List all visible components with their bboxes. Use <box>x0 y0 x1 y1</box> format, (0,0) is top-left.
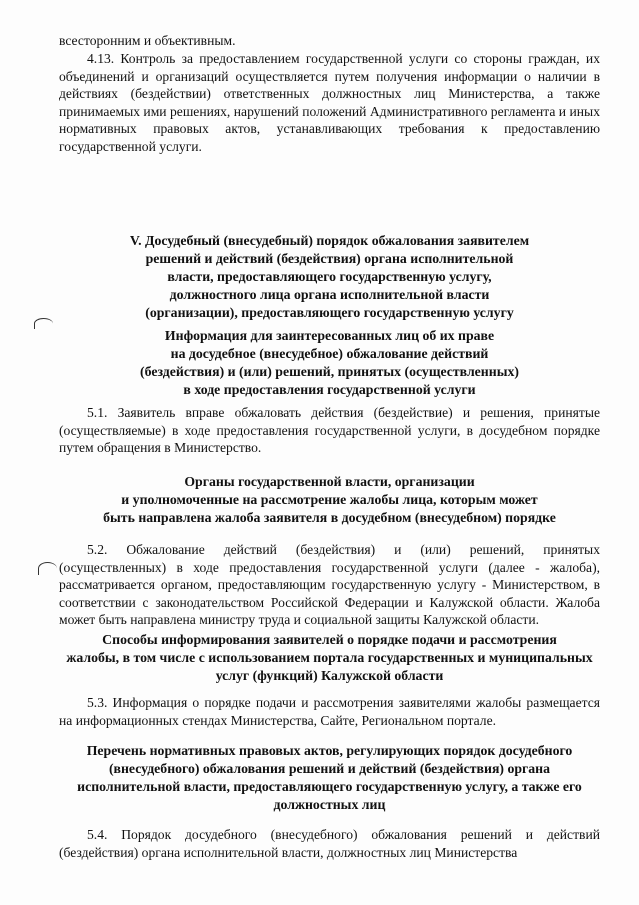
organs-heading <box>59 473 600 527</box>
heading-line: жалобы, в том числе с использованием портала государственных и муниципальных <box>66 650 593 665</box>
paragraph-4-13: 4.13. Контроль за предоставлением государственной услуги со стороны граждан, их объединений и организаций осуществляется путем получения информации о наличии в действиях (бездействии) ответственных должностных лиц Министерства, а также принимаемых ими решениях, нарушений положений Административного регламента и иных нормативных правовых актов, устанавливающих требования к предоставлению государственной услуги. <box>59 51 600 154</box>
heading-line: исполнительной власти, предоставляющего государственную услугу, а также его <box>77 779 582 794</box>
heading-line: быть направлена жалоба заявителя в досудебном (внесудебном) порядке <box>103 510 556 525</box>
heading-line: должностных лиц <box>273 797 386 812</box>
heading-line: власти, предоставляющего государственную услугу, <box>167 269 492 284</box>
heading-line: (бездействия) и (или) решений, принятых (осуществленных) <box>140 364 519 379</box>
heading-line: в ходе предоставления государственной услуги <box>183 382 476 397</box>
paragraph-5-4: 5.4. Порядок досудебного (внесудебного) обжалования решений и действий (бездействия) органа исполнительной власти, должностных лиц Министерства <box>59 827 600 860</box>
heading-line: на досудебное (внесудебное) обжалование действий <box>170 346 489 361</box>
section-v-heading <box>59 232 600 322</box>
ways-heading <box>59 631 600 685</box>
list-heading <box>59 742 600 814</box>
heading-line: услуг (функций) Калужской области <box>215 668 444 683</box>
heading-line: и уполномоченные на рассмотрение жалобы лица, которым может <box>121 492 538 507</box>
heading-line: Способы информирования заявителей о порядке подачи и рассмотрения <box>102 632 557 647</box>
paragraph-5-3: 5.3. Информация о порядке подачи и рассмотрения заявителями жалобы размещается на информационных стендах Министерства, Сайте, Региональном портале. <box>59 695 600 728</box>
paragraph-5-1: 5.1. Заявитель вправе обжаловать действия (бездействие) и решения, принятые (осуществляемые) в ходе предоставления государственной услуги, в досудебном порядке путем обращения в Министерство. <box>59 405 600 455</box>
heading-line: (организации), предоставляющего государственную услугу <box>145 305 514 320</box>
paragraph-5-2: 5.2. Обжалование действий (бездействия) и (или) решений, принятых (осуществленных) в ходе предоставления государственной услуги (далее - жалоба), рассматривается органом, предоставляющим государственную услугу - Министерством, в соответствии с законодательством Российской Федерации и Калужской области. Жалоба может быть направлена министру труда и социальной защиты Калужской области. <box>59 542 600 627</box>
heading-line: решений и действий (бездействия) органа исполнительной <box>145 251 514 266</box>
punch-hole-mark <box>38 562 57 575</box>
heading-line: (внесудебного) обжалования решений и действий (бездействия) органа <box>108 761 551 776</box>
heading-line: Перечень нормативных правовых актов, регулирующих порядок досудебного <box>86 743 573 758</box>
info-heading <box>59 327 600 399</box>
punch-hole-mark <box>34 318 53 329</box>
heading-line: V. Досудебный (внесудебный) порядок обжалования заявителем <box>129 233 530 248</box>
heading-line: Информация для заинтересованных лиц об их праве <box>164 328 495 343</box>
heading-line: Органы государственной власти, организации <box>184 474 475 489</box>
paragraph-continuation: всесторонним и объективным. <box>59 33 236 48</box>
heading-line: должностного лица органа исполнительной власти <box>169 287 490 302</box>
